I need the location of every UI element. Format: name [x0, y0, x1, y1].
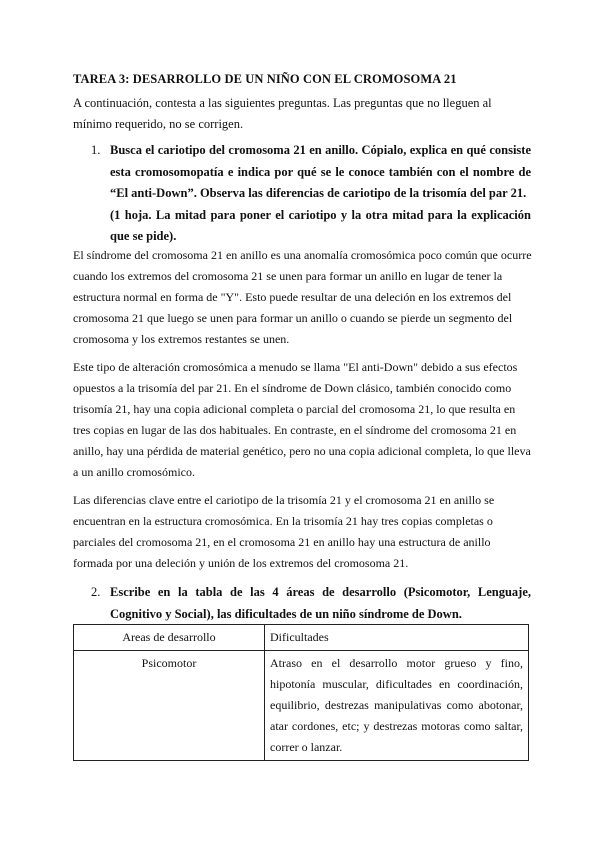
- development-areas-table: [73, 624, 529, 761]
- answer-paragraph: Este tipo de alteración cromosómica a menudo se llama "El anti-Down" debido a sus efectos opuestos a la trisomía del par 21. En el síndrome de Down clásico, también conocido como trisomía 21, hay una copia adicional completa o parcial del cromosoma 21, lo que resulta en tres copias en lugar de las dos habituales. En contraste, en el síndrome del cromosoma 21 en anillo, hay una pérdida de material genético, pero no una copia adicional completa, lo que lleva a un anillo cromosómico.: [73, 360, 531, 479]
- table-cell-area: Psicomotor: [74, 651, 265, 761]
- task-title: TAREA 3: DESARROLLO DE UN NIÑO CON EL CROMOSOMA 21: [73, 72, 457, 86]
- answer-paragraph: Las diferencias clave entre el cariotipo de la trisomía 21 y el cromosoma 21 en anillo se encuentran en la estructura cromosómica. En la trisomía 21 hay tres copias completas o parciales del cromosoma 21, en el cromosoma 21 en anillo hay una estructura de anillo formada por una deleción y unión de los extremos del cromosoma 21.: [73, 493, 495, 570]
- question-1-note: (1 hoja. La mitad para poner el cariotipo y la otra mitad para la explicación que se pide).: [110, 207, 531, 243]
- question-2: [91, 582, 531, 625]
- question-2-number: 2.: [91, 585, 101, 599]
- answer-paragraph: El síndrome del cromosoma 21 en anillo es una anomalía cromosómica poco común que ocurre cuando los extremos del cromosoma 21 se unen para formar un anillo en lugar de tener la estructura normal en forma de "Y". Esto puede resultar de una deleción en los extremos del cromosoma 21 que luego se unen para formar un anillo o cuando se pierde un segmento del cromosoma y los extremos restantes se unen.: [73, 248, 532, 346]
- table-header-row: [74, 625, 529, 651]
- table-header-areas: Areas de desarrollo: [74, 625, 265, 651]
- table-row: [74, 651, 529, 761]
- question-1-number: 1.: [91, 143, 101, 157]
- question-2-text: Escribe en la tabla de las 4 áreas de desarrollo (Psicomotor, Lenguaje, Cognitivo y Social), las dificultades de un niño síndrome de Down.: [110, 585, 531, 621]
- table-cell-difficulty: Atraso en el desarrollo motor grueso y fino, hipotonía muscular, dificultades en coordinación, equilibrio, destrezas manipulativas como abotonar, atar cordones, etc; y destrezas motoras como saltar, correr o lanzar.: [265, 651, 529, 761]
- question-1-text: Busca el cariotipo del cromosoma 21 en anillo. Cópialo, explica en qué consiste esta cromosomopatía e indica por qué se le conoce también con el nombre de “El anti-Down”. Observa las diferencias de cariotipo de la trisomía del par 21.: [110, 143, 531, 200]
- question-1: [91, 140, 531, 248]
- table-header-difficulties: Dificultades: [265, 625, 529, 651]
- intro-text: A continuación, contesta a las siguientes preguntas. Las preguntas que no lleguen al mínimo requerido, no se corrigen.: [73, 96, 492, 131]
